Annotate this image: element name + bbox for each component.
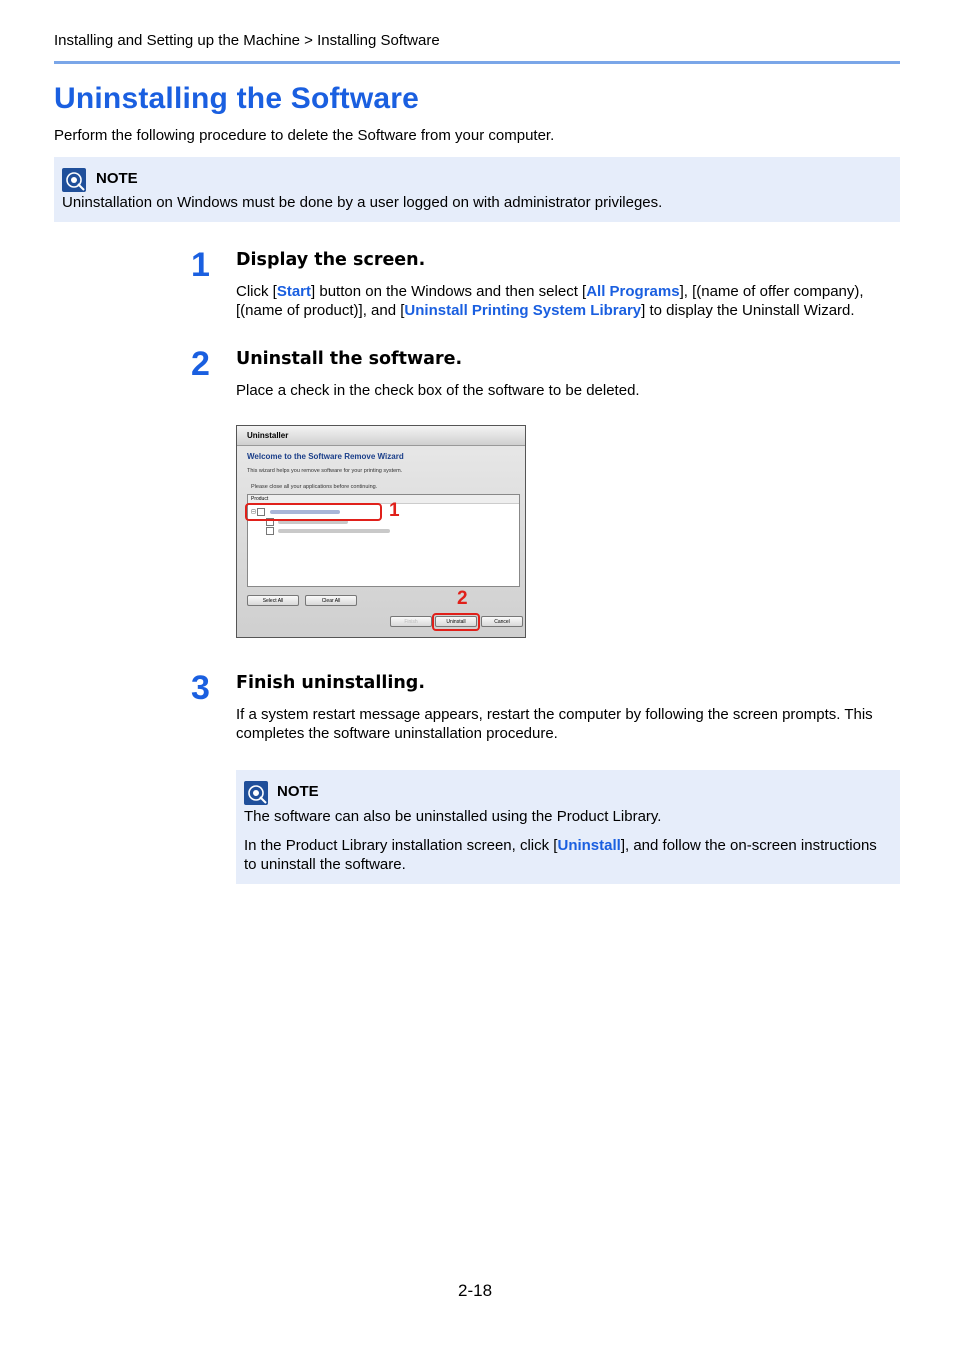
- note-box-admin: [54, 157, 900, 222]
- cancel-button[interactable]: Cancel: [481, 616, 523, 627]
- checkbox[interactable]: [266, 527, 274, 535]
- note-text: In the Product Library installation screen, click [Uninstall], and follow the on-screen instructions to uninstall the software.: [244, 837, 877, 873]
- window-title: Uninstaller: [237, 426, 525, 446]
- step-number: 2: [191, 345, 210, 383]
- keyword-uninstall-library: Uninstall Printing System Library: [404, 302, 642, 319]
- breadcrumb: Installing and Setting up the Machine > Installing Software: [54, 32, 440, 49]
- wizard-description: This wizard helps you remove software for your printing system.: [247, 468, 403, 474]
- note-icon: [244, 781, 268, 805]
- list-item[interactable]: [266, 527, 390, 535]
- step-title: Finish uninstalling.: [236, 673, 425, 693]
- close-apps-text: Please close all your applications before continuing.: [251, 484, 378, 490]
- step-number: 3: [191, 669, 210, 707]
- page-title: Uninstalling the Software: [54, 82, 420, 115]
- wizard-heading: Welcome to the Software Remove Wizard: [247, 452, 404, 461]
- list-item[interactable]: ⊟: [251, 508, 340, 516]
- callout-box-2: [432, 613, 480, 631]
- keyword-uninstall: Uninstall: [557, 837, 621, 854]
- page-number: 2-18: [458, 1281, 493, 1300]
- uninstaller-screenshot: [236, 425, 526, 638]
- keyword-all-programs: All Programs: [586, 283, 680, 300]
- note-label: NOTE: [96, 170, 138, 187]
- step-title: Display the screen.: [236, 250, 426, 270]
- callout-box-1: [245, 503, 382, 521]
- list-header: Product: [248, 495, 519, 504]
- finish-button[interactable]: Finish: [390, 616, 432, 627]
- callout-number-2: 2: [457, 588, 468, 609]
- note-label: NOTE: [277, 783, 319, 800]
- step-body: Place a check in the check box of the software to be deleted.: [236, 382, 640, 399]
- step-title: Uninstall the software.: [236, 349, 463, 369]
- uninstall-button[interactable]: Uninstall: [435, 616, 477, 627]
- note-text: The software can also be uninstalled using the Product Library.: [244, 808, 662, 825]
- header-rule: [54, 61, 900, 64]
- keyword-start: Start: [276, 283, 312, 300]
- step-body: If a system restart message appears, restart the computer by following the screen prompts. This completes the software uninstallation procedure.: [236, 706, 873, 742]
- step-number: 1: [191, 246, 210, 284]
- note-text: Uninstallation on Windows must be done by a user logged on with administrator privileges.: [62, 194, 663, 211]
- clear-all-button[interactable]: Clear All: [305, 595, 357, 606]
- note-box-product-library: [236, 770, 900, 884]
- callout-number-1: 1: [389, 500, 400, 521]
- select-all-button[interactable]: Select All: [247, 595, 299, 606]
- intro-text: Perform the following procedure to delete the Software from your computer.: [54, 127, 555, 144]
- note-icon: [62, 168, 86, 192]
- step-body: Click [Start] button on the Windows and then select [All Programs], [(name of offer company), [(name of product)], and [Uninstall Printing System Library] to display the Uninstall Wizard.: [236, 283, 864, 319]
